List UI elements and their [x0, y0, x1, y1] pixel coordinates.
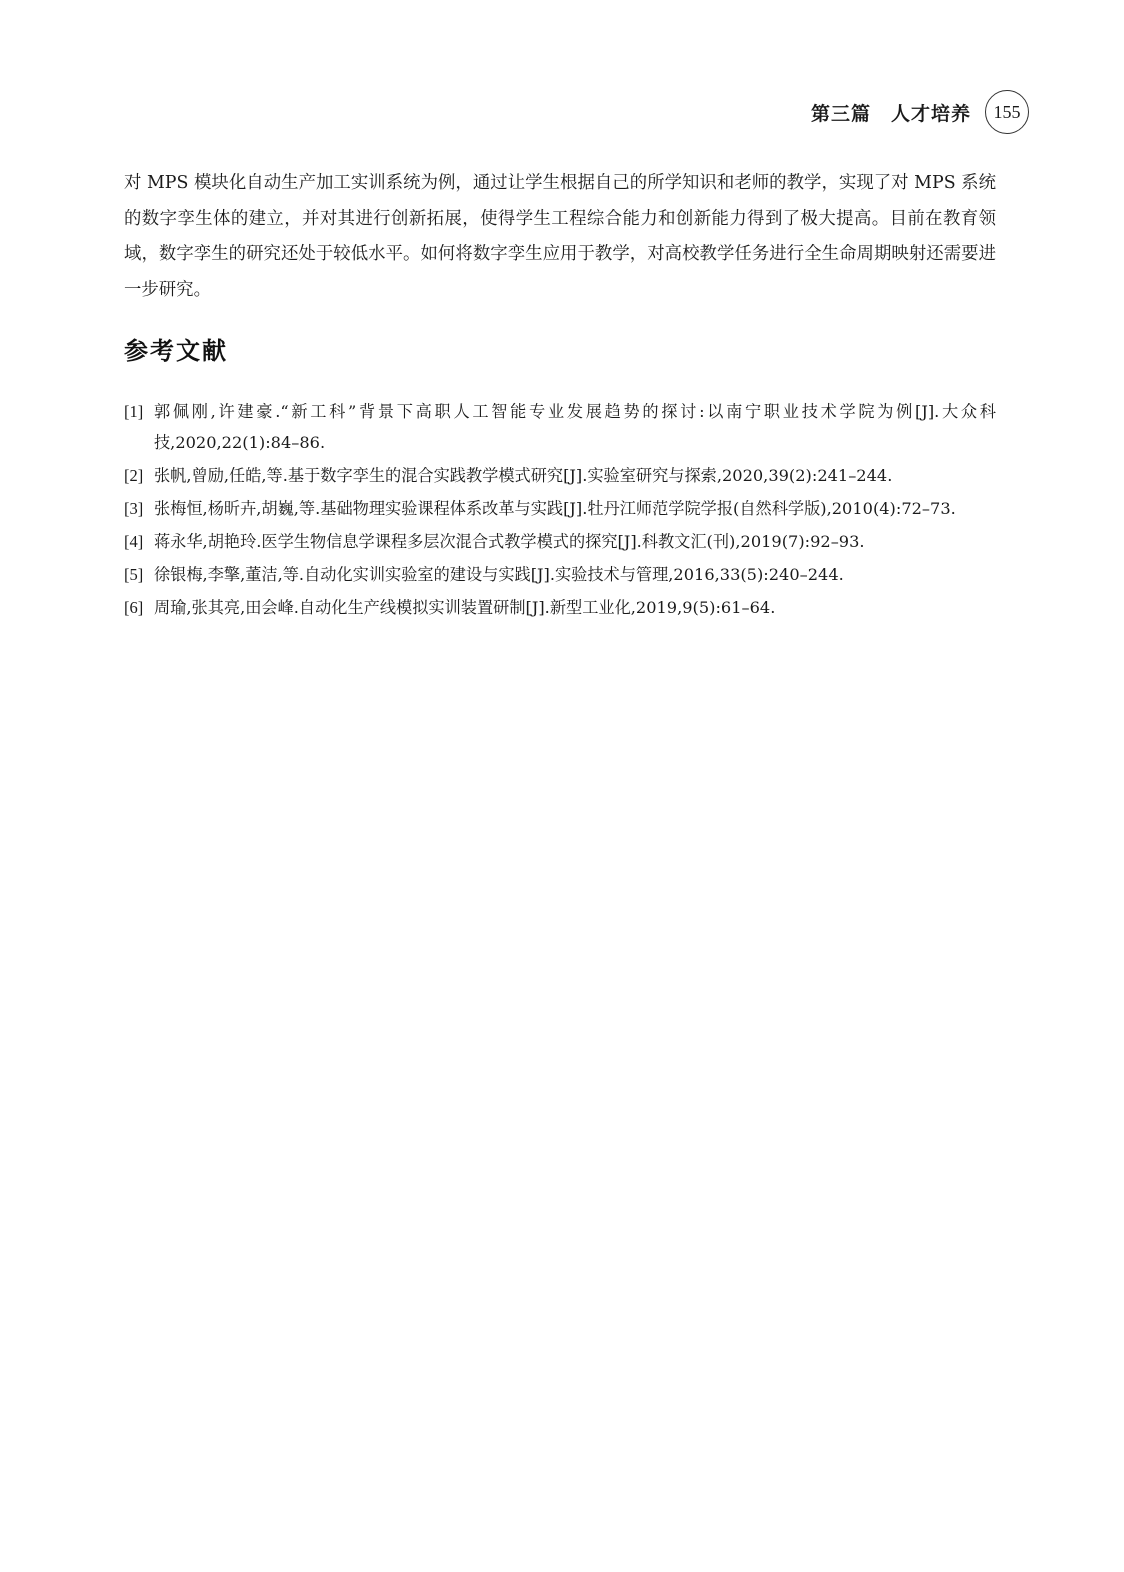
reference-number: [5]	[124, 565, 144, 584]
reference-text: 蒋永华,胡艳玲.医学生物信息学课程多层次混合式教学模式的探究[J].科教文汇(刊),2019(7):92–93.	[154, 532, 865, 551]
body-paragraph: 对 MPS 模块化自动生产加工实训系统为例，通过让学生根据自己的所学知识和老师的教学，实现了对 MPS 系统的数字孪生体的建立，并对其进行创新拓展，使得学生工程综合能力和创新能力得到了极大提高。目前在教育领域，数字孪生的研究还处于较低水平。如何将数字孪生应用于教学，对高校教学任务进行全生命周期映射还需要进一步研究。	[124, 173, 996, 300]
reference-text: 徐银梅,李擎,董洁,等.自动化实训实验室的建设与实践[J].实验技术与管理,2016,33(5):240–244.	[154, 565, 844, 584]
reference-item-5	[124, 559, 996, 590]
reference-text: 郭佩刚,许建豪.“新工科”背景下高职人工智能专业发展趋势的探讨:以南宁职业技术学院为例[J].大众科技,2020,22(1):84–86.	[154, 402, 996, 452]
reference-text: 张梅恒,杨昕卉,胡巍,等.基础物理实验课程体系改革与实践[J].牡丹江师范学院学报(自然科学版),2010(4):72–73.	[154, 499, 956, 518]
reference-number: [6]	[124, 598, 144, 617]
reference-number: [3]	[124, 499, 144, 518]
reference-text: 张帆,曾励,任皓,等.基于数字孪生的混合实践教学模式研究[J].实验室研究与探索,2020,39(2):241–244.	[154, 466, 893, 485]
references-heading: 参考文献	[124, 337, 228, 365]
reference-number: [2]	[124, 466, 144, 485]
running-title: 第三篇 人才培养	[810, 102, 971, 125]
reference-list	[124, 396, 996, 625]
page-number: 155	[985, 90, 1029, 134]
reference-number: [4]	[124, 532, 144, 551]
reference-number: [1]	[124, 402, 144, 421]
reference-item-6	[124, 592, 996, 623]
reference-item-3	[124, 493, 996, 524]
reference-text: 周瑜,张其亮,田会峰.自动化生产线模拟实训装置研制[J].新型工业化,2019,9(5):61–64.	[154, 598, 776, 617]
reference-item-4	[124, 526, 996, 557]
reference-item-2	[124, 460, 996, 491]
reference-item-1	[124, 396, 996, 458]
running-head	[811, 88, 1029, 136]
